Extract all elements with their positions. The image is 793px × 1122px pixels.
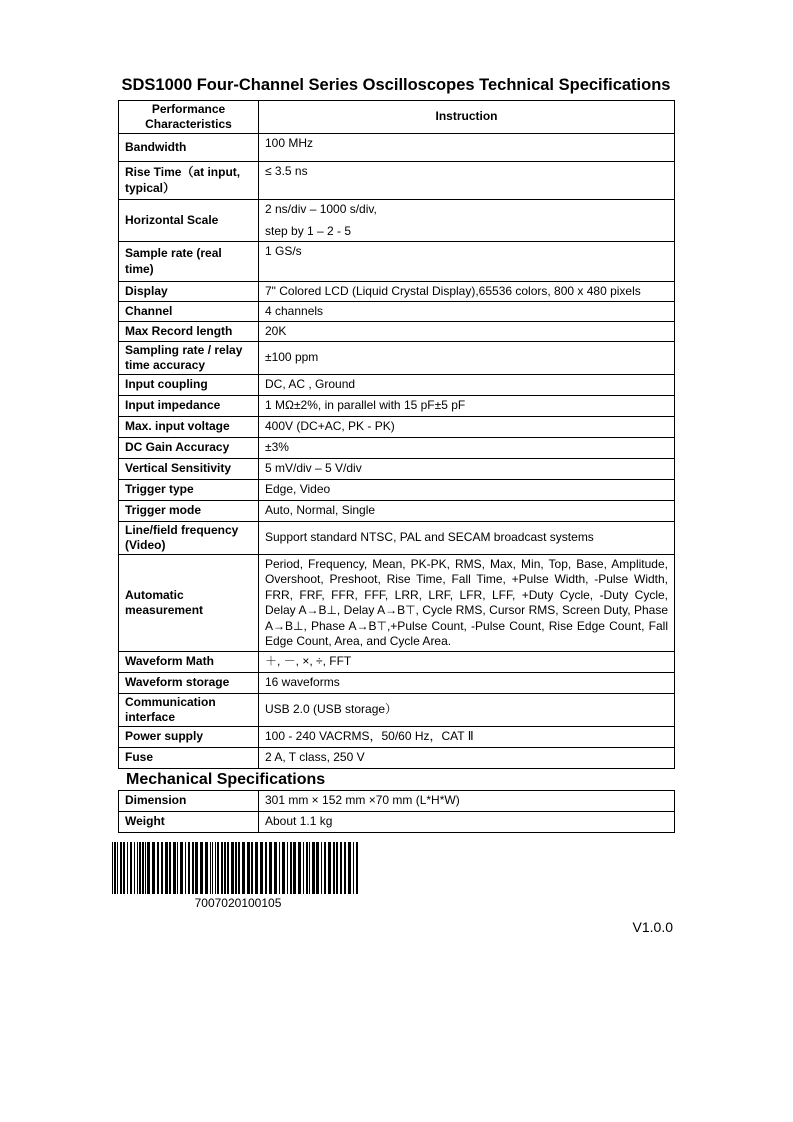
table-row [119, 555, 675, 652]
table-row [119, 480, 675, 501]
barcode-bar [127, 842, 128, 894]
table-row [119, 812, 675, 833]
row-value: 1 MΩ±2%, in parallel with 15 pF±5 pF [259, 396, 675, 417]
table-row [119, 438, 675, 459]
table-row [119, 242, 675, 282]
barcode-bar [316, 842, 319, 894]
row-value: 1 GS/s [259, 242, 675, 282]
barcode-bar [340, 842, 342, 894]
barcode-bar [290, 842, 292, 894]
row-key: DC Gain Accuracy [119, 438, 259, 459]
barcode-bar [274, 842, 277, 894]
barcode-bar [251, 842, 253, 894]
row-key: Horizontal Scale [119, 200, 259, 242]
row-key: Weight [119, 812, 259, 833]
row-key: Input coupling [119, 375, 259, 396]
barcode-bar [324, 842, 326, 894]
barcode-bar [269, 842, 272, 894]
barcode-bar [192, 842, 194, 894]
barcode-bar [303, 842, 304, 894]
row-key: Dimension [119, 791, 259, 812]
barcode-bar [180, 842, 183, 894]
barcode-bar [200, 842, 203, 894]
barcode-bar [215, 842, 216, 894]
table-row [119, 322, 675, 342]
row-key: Trigger type [119, 480, 259, 501]
row-value [259, 200, 675, 242]
row-key: Fuse [119, 748, 259, 769]
table-row [119, 342, 675, 375]
row-key: Max Record length [119, 322, 259, 342]
row-value: 100 MHz [259, 134, 675, 162]
table-row [119, 501, 675, 522]
row-key: Vertical Sensitivity [119, 459, 259, 480]
barcode-bar [188, 842, 190, 894]
barcode-bar [312, 842, 315, 894]
row-value: 301 mm × 152 mm ×70 mm (L*H*W) [259, 791, 675, 812]
row-value-line2: step by 1 – 2 - 5 [265, 223, 352, 238]
table-row [119, 673, 675, 694]
barcode-bar [185, 842, 186, 894]
barcode-bar [224, 842, 226, 894]
row-key: Bandwidth [119, 134, 259, 162]
barcode-bar [282, 842, 285, 894]
table-row [119, 694, 675, 727]
row-value: ±3% [259, 438, 675, 459]
barcode [112, 842, 364, 894]
table-row [119, 791, 675, 812]
barcode-bar [120, 842, 122, 894]
barcode-bar [130, 842, 132, 894]
barcode-bar [336, 842, 338, 894]
barcode-bar [169, 842, 171, 894]
row-value: 5 mV/div – 5 V/div [259, 459, 675, 480]
barcode-bar [260, 842, 263, 894]
barcode-bar [227, 842, 229, 894]
barcode-bar [353, 842, 354, 894]
row-key: Display [119, 282, 259, 302]
table-row [119, 522, 675, 555]
row-value: Support standard NTSC, PAL and SECAM broadcast systems [259, 522, 675, 555]
row-value: Auto, Normal, Single [259, 501, 675, 522]
row-value: USB 2.0 (USB storage） [259, 694, 675, 727]
row-value-line1: 2 ns/div – 1000 s/div, [265, 202, 377, 216]
table-row [119, 282, 675, 302]
row-key: Line/field frequency (Video) [119, 522, 259, 555]
table-row [119, 396, 675, 417]
row-key: Rise Time（at input, typical） [119, 162, 259, 200]
barcode-bar [293, 842, 296, 894]
row-key: Trigger mode [119, 501, 259, 522]
row-value: ±100 ppm [259, 342, 675, 375]
row-value: Period, Frequency, Mean, PK-PK, RMS, Max, Min, Top, Base, Amplitude, Overshoot, Preshoot, Rise Time, Fall Time, +Pulse Width, -Pulse Width, FRR, FRF, FFR, FFF, LRR, LRF, LFR, LFF, +Duty Cycle, -Duty Cycle, Delay A→B⊥, Delay A→B⊤, Cycle RMS, Cursor RMS, Screen Duty, Phase A→B⊥, Phase A→B⊤,+Pulse Count, -Pulse Count, Rise Edge Count, Fall Edge Count, Area, and Cycle Area. [259, 555, 675, 652]
table-row [119, 417, 675, 438]
barcode-bar [328, 842, 331, 894]
barcode-bar [210, 842, 211, 894]
barcode-bar [217, 842, 219, 894]
row-value: 20K [259, 322, 675, 342]
row-key: Channel [119, 302, 259, 322]
table-row [119, 200, 675, 242]
barcode-bar [238, 842, 240, 894]
row-key: Communication interface [119, 694, 259, 727]
barcode-bar [112, 842, 113, 894]
barcode-bar [142, 842, 144, 894]
row-value: 4 channels [259, 302, 675, 322]
barcode-bar [205, 842, 208, 894]
barcode-bar [344, 842, 346, 894]
mechanical-table [118, 790, 675, 833]
row-value: 7" Colored LCD (Liquid Crystal Display),65536 colors, 800 x 480 pixels [259, 282, 675, 302]
row-key [119, 555, 259, 652]
automatic-measurement-label: Automatic measurement [125, 587, 204, 617]
barcode-bar [279, 842, 280, 894]
row-value: 100 - 240 VACRMS，50/60 Hz，CAT Ⅱ [259, 727, 675, 748]
spec-table [118, 100, 675, 769]
barcode-bar [134, 842, 135, 894]
barcode-bar [145, 842, 146, 894]
barcode-bar [287, 842, 288, 894]
barcode-bar [356, 842, 358, 894]
barcode-bar [147, 842, 150, 894]
table-row [119, 375, 675, 396]
document-title: SDS1000 Four-Channel Series Oscilloscopes Technical Specifications [121, 76, 671, 94]
row-value: Edge, Video [259, 480, 675, 501]
row-value: 16 waveforms [259, 673, 675, 694]
row-value: 400V (DC+AC, PK - PK) [259, 417, 675, 438]
row-value: DC, AC , Ground [259, 375, 675, 396]
table-row [119, 302, 675, 322]
table-row [119, 748, 675, 769]
row-value: 2 A, T class, 250 V [259, 748, 675, 769]
barcode-bar [265, 842, 267, 894]
table-row [119, 459, 675, 480]
table-row [119, 727, 675, 748]
barcode-bar [247, 842, 250, 894]
barcode-bar [221, 842, 223, 894]
row-key [119, 242, 259, 282]
table-row [119, 162, 675, 200]
sample-rate-label: Sample rate (real time) [125, 246, 222, 276]
header-instruction: Instruction [259, 101, 675, 134]
barcode-bar [333, 842, 335, 894]
row-value: ＋, －, ×, ÷, FFT [259, 652, 675, 673]
row-value: ≤ 3.5 ns [259, 162, 675, 200]
barcode-bar [321, 842, 322, 894]
barcode-bar [242, 842, 245, 894]
barcode-bar [309, 842, 310, 894]
row-key: Max. input voltage [119, 417, 259, 438]
barcode-bar [306, 842, 308, 894]
barcode-bar [137, 842, 138, 894]
barcode-bar [212, 842, 213, 894]
table-header-row [119, 101, 675, 134]
barcode-bar [195, 842, 198, 894]
barcode-bar [177, 842, 178, 894]
barcode-bar [114, 842, 116, 894]
row-key: Sampling rate / relay time accuracy [119, 342, 259, 375]
table-row [119, 652, 675, 673]
barcode-bar [123, 842, 125, 894]
barcode-bar [165, 842, 168, 894]
barcode-bar [348, 842, 351, 894]
barcode-bar [231, 842, 234, 894]
table-row [119, 134, 675, 162]
barcode-bar [235, 842, 237, 894]
barcode-bar [298, 842, 301, 894]
barcode-number: 7007020100105 [194, 896, 282, 910]
row-value: About 1.1 kg [259, 812, 675, 833]
version-label: V1.0.0 [632, 919, 673, 935]
header-performance: Performance Characteristics [119, 101, 259, 134]
barcode-bar [161, 842, 163, 894]
barcode-bar [139, 842, 141, 894]
row-key: Waveform storage [119, 673, 259, 694]
barcode-bar [255, 842, 258, 894]
row-key: Waveform Math [119, 652, 259, 673]
row-key: Input impedance [119, 396, 259, 417]
barcode-bar [157, 842, 159, 894]
mechanical-specifications-heading: Mechanical Specifications [126, 771, 326, 788]
barcode-bar [117, 842, 118, 894]
row-key: Power supply [119, 727, 259, 748]
barcode-bar [152, 842, 155, 894]
barcode-bar [173, 842, 176, 894]
